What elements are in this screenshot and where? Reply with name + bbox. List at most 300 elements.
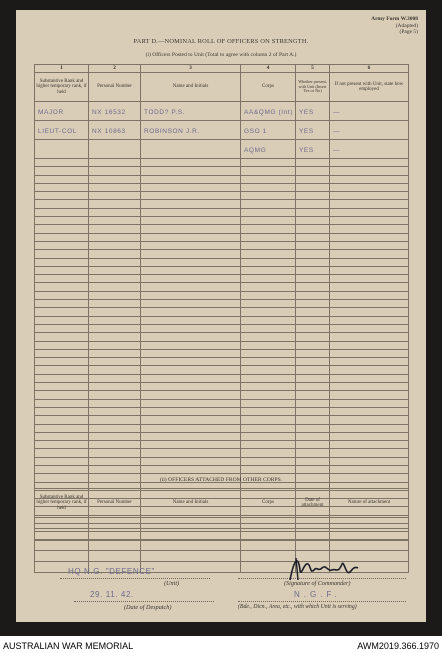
table-cell-name xyxy=(141,416,241,424)
table-cell-present xyxy=(296,167,330,175)
table-cell-number xyxy=(89,349,141,357)
table-cell-rank xyxy=(35,416,89,424)
table-row xyxy=(35,121,409,140)
table-cell-name xyxy=(141,432,241,440)
table-cell xyxy=(141,551,241,562)
table-cell-present xyxy=(296,391,330,399)
table-cell-employed xyxy=(330,465,409,473)
table-cell xyxy=(35,551,89,562)
commander-signature xyxy=(284,550,364,584)
table-row xyxy=(35,383,409,391)
table-cell-employed xyxy=(330,424,409,432)
header-date-attachment: Date of attachment xyxy=(296,489,330,518)
table-cell-number xyxy=(89,283,141,291)
table-cell-corps xyxy=(241,424,296,432)
table-cell-name xyxy=(141,159,241,167)
table-cell-employed xyxy=(330,258,409,266)
table-cell-number xyxy=(89,449,141,457)
table-cell-employed xyxy=(330,341,409,349)
table-cell-present xyxy=(296,250,330,258)
table-cell xyxy=(330,540,409,551)
table-cell-present xyxy=(296,183,330,191)
table-cell-present xyxy=(296,266,330,274)
header-personal-number: Personal Number xyxy=(89,73,141,102)
table-cell-corps xyxy=(241,140,296,159)
table-cell-name xyxy=(141,266,241,274)
table-cell-rank xyxy=(35,308,89,316)
table-cell-employed xyxy=(330,121,409,140)
table-row xyxy=(35,300,409,308)
table-cell-rank xyxy=(35,167,89,175)
table-cell-present xyxy=(296,399,330,407)
table-cell-name xyxy=(141,358,241,366)
table-cell-corps xyxy=(241,208,296,216)
adapted-note: (Adapted) xyxy=(395,22,418,29)
table-cell-corps xyxy=(241,225,296,233)
archive-footer xyxy=(0,636,442,653)
table-cell-number xyxy=(89,291,141,299)
table-cell xyxy=(89,540,141,551)
table-cell-employed xyxy=(330,225,409,233)
table-cell-corps xyxy=(241,159,296,167)
table-cell-name xyxy=(141,291,241,299)
table-cell-rank xyxy=(35,208,89,216)
table-cell-number xyxy=(89,465,141,473)
table-cell-corps xyxy=(241,399,296,407)
table-row xyxy=(35,183,409,191)
table-cell-name xyxy=(141,324,241,332)
table-cell-rank xyxy=(35,250,89,258)
table-row xyxy=(35,324,409,332)
table-cell-corps xyxy=(241,102,296,121)
table-cell-number xyxy=(89,159,141,167)
table-cell-rank xyxy=(35,233,89,241)
section2-title: (ii) OFFICERS ATTACHED FROM OTHER CORPS. xyxy=(159,477,283,483)
table-cell-employed xyxy=(330,457,409,465)
table-cell-number xyxy=(89,121,141,140)
table-cell-employed xyxy=(330,200,409,208)
handwritten-corps: GSO 1 xyxy=(244,128,267,135)
table-cell-employed xyxy=(330,140,409,159)
table-cell-corps xyxy=(241,391,296,399)
table-cell-corps xyxy=(241,366,296,374)
table-cell-rank xyxy=(35,241,89,249)
table-cell-number xyxy=(89,208,141,216)
table-cell-name xyxy=(141,341,241,349)
table-cell-name xyxy=(141,208,241,216)
table-cell-name xyxy=(141,217,241,225)
archive-name: AUSTRALIAN WAR MEMORIAL xyxy=(3,641,134,651)
table-cell-corps xyxy=(241,349,296,357)
column-number: 4 xyxy=(241,65,296,73)
table-cell-name xyxy=(141,316,241,324)
table-cell-corps xyxy=(241,121,296,140)
table-cell-corps xyxy=(241,383,296,391)
header-corps: Corps xyxy=(241,73,296,102)
table-cell-employed xyxy=(330,324,409,332)
table-cell-rank xyxy=(35,391,89,399)
table-cell-rank xyxy=(35,366,89,374)
handwritten-employed: — xyxy=(333,109,341,116)
table-cell-number xyxy=(89,399,141,407)
table-cell-present xyxy=(296,217,330,225)
table-cell-number xyxy=(89,432,141,440)
table-cell-present xyxy=(296,208,330,216)
table-cell xyxy=(330,529,409,540)
table-cell-number xyxy=(89,416,141,424)
header-name: Name and Initials xyxy=(141,489,241,518)
table-cell-name xyxy=(141,175,241,183)
table-cell-corps xyxy=(241,316,296,324)
table-cell-name xyxy=(141,300,241,308)
handwritten-present: YES xyxy=(299,147,314,154)
table-cell-corps xyxy=(241,175,296,183)
part-title: PART D.—NOMINAL ROLL OF OFFICERS ON STRENGTH. xyxy=(133,38,309,45)
table-cell-corps xyxy=(241,233,296,241)
table-cell-employed xyxy=(330,300,409,308)
table-cell xyxy=(330,518,409,529)
table-cell-present xyxy=(296,140,330,159)
table-cell-present xyxy=(296,308,330,316)
table-row xyxy=(35,374,409,382)
table-cell-present xyxy=(296,366,330,374)
table-cell-rank xyxy=(35,432,89,440)
table-cell-employed xyxy=(330,241,409,249)
table-cell-rank xyxy=(35,217,89,225)
handwritten-name: TODD? P.S. xyxy=(144,109,186,116)
header-rank: Substantive Rank and higher temporary rank, if held xyxy=(35,73,89,102)
table-cell-number xyxy=(89,192,141,200)
handwritten-present: YES xyxy=(299,128,314,135)
table-cell-employed xyxy=(330,399,409,407)
table-cell-employed xyxy=(330,159,409,167)
header-personal-number: Personal Number xyxy=(89,489,141,518)
table-cell-name xyxy=(141,441,241,449)
table-row xyxy=(35,424,409,432)
table-cell-number xyxy=(89,183,141,191)
table-cell-corps xyxy=(241,167,296,175)
table-cell-employed xyxy=(330,217,409,225)
area-line xyxy=(238,601,406,602)
table-cell-name xyxy=(141,391,241,399)
table-cell-employed xyxy=(330,366,409,374)
table-cell-corps xyxy=(241,449,296,457)
table-cell-number xyxy=(89,308,141,316)
table-row xyxy=(35,529,409,540)
table-cell-name xyxy=(141,140,241,159)
table-cell-corps xyxy=(241,324,296,332)
table-row xyxy=(35,283,409,291)
table-cell-rank xyxy=(35,140,89,159)
table-cell-corps xyxy=(241,300,296,308)
table-cell-rank xyxy=(35,374,89,382)
table-cell-number xyxy=(89,250,141,258)
table-cell-present xyxy=(296,159,330,167)
table-cell-number xyxy=(89,407,141,415)
table-cell-corps xyxy=(241,183,296,191)
table-cell-rank xyxy=(35,424,89,432)
header-employed: If not present with Unit, state how employed xyxy=(330,73,409,102)
table-cell-name xyxy=(141,465,241,473)
table-cell-rank xyxy=(35,300,89,308)
table-cell-name xyxy=(141,333,241,341)
table-cell-name xyxy=(141,258,241,266)
table-cell-rank xyxy=(35,407,89,415)
table-cell-name xyxy=(141,250,241,258)
table-cell-present xyxy=(296,121,330,140)
handwritten-rank: LIEUT-COL xyxy=(38,128,77,135)
table-row xyxy=(35,518,409,529)
table-cell-number xyxy=(89,258,141,266)
table-row xyxy=(35,358,409,366)
table-cell-number xyxy=(89,241,141,249)
table-cell xyxy=(141,540,241,551)
table-cell-rank xyxy=(35,275,89,283)
table-cell-corps xyxy=(241,416,296,424)
table-cell-number xyxy=(89,366,141,374)
table-cell-number xyxy=(89,316,141,324)
table-cell-present xyxy=(296,407,330,415)
area-value: N.G.F. xyxy=(294,590,341,599)
table-cell-employed xyxy=(330,383,409,391)
table-row xyxy=(35,175,409,183)
table-cell-present xyxy=(296,102,330,121)
table-cell-present xyxy=(296,175,330,183)
table-row xyxy=(35,233,409,241)
table-cell-name xyxy=(141,407,241,415)
table-cell-employed xyxy=(330,449,409,457)
table-cell-rank xyxy=(35,341,89,349)
table-cell-corps xyxy=(241,308,296,316)
table-cell-name xyxy=(141,233,241,241)
table-cell xyxy=(89,529,141,540)
table-cell xyxy=(141,518,241,529)
despatch-line xyxy=(74,601,214,602)
table-cell-employed xyxy=(330,266,409,274)
table-cell-rank xyxy=(35,175,89,183)
table-cell-present xyxy=(296,349,330,357)
table-cell-rank xyxy=(35,102,89,121)
table-cell-present xyxy=(296,424,330,432)
table-cell xyxy=(241,529,296,540)
table-cell-corps xyxy=(241,333,296,341)
table-cell-number xyxy=(89,275,141,283)
table-cell-corps xyxy=(241,341,296,349)
table-row xyxy=(35,200,409,208)
table-cell-number xyxy=(89,217,141,225)
table-cell-number xyxy=(89,324,141,332)
table-cell xyxy=(296,540,330,551)
header-name: Name and Initials xyxy=(141,73,241,102)
table-cell-employed xyxy=(330,441,409,449)
handwritten-corps: AA&QMG (Int) xyxy=(244,109,294,116)
table-cell-corps xyxy=(241,192,296,200)
table-cell-present xyxy=(296,275,330,283)
handwritten-number: NX 10863 xyxy=(92,128,126,135)
army-form-number: Army Form W.3008 xyxy=(371,16,418,22)
table-cell xyxy=(241,518,296,529)
table-cell-name xyxy=(141,183,241,191)
table-cell-present xyxy=(296,333,330,341)
table-cell-employed xyxy=(330,102,409,121)
table-cell-rank xyxy=(35,183,89,191)
table-cell-employed xyxy=(330,192,409,200)
column-number: 3 xyxy=(141,65,241,73)
table-cell xyxy=(296,518,330,529)
table-cell-corps xyxy=(241,457,296,465)
table-row xyxy=(35,441,409,449)
table-cell-corps xyxy=(241,241,296,249)
table-cell-employed xyxy=(330,291,409,299)
table-cell-employed xyxy=(330,275,409,283)
table-row xyxy=(35,250,409,258)
table-row xyxy=(35,540,409,551)
table-row xyxy=(35,225,409,233)
table-cell-number xyxy=(89,175,141,183)
table-cell-employed xyxy=(330,358,409,366)
table-cell-employed xyxy=(330,233,409,241)
table-row xyxy=(35,391,409,399)
table-cell-rank xyxy=(35,258,89,266)
table-cell-number xyxy=(89,233,141,241)
table-cell-number xyxy=(89,391,141,399)
table-cell-name xyxy=(141,374,241,382)
table-cell-present xyxy=(296,200,330,208)
header-nature-attachment: Nature of attachment xyxy=(330,489,409,518)
table-cell-present xyxy=(296,441,330,449)
handwritten-number: NX 16532 xyxy=(92,109,126,116)
table-cell-present xyxy=(296,449,330,457)
page-number: (Page 5) xyxy=(399,29,418,35)
table-row xyxy=(35,333,409,341)
table-cell-rank xyxy=(35,291,89,299)
table-cell-number xyxy=(89,200,141,208)
handwritten-present: YES xyxy=(299,109,314,116)
table-row xyxy=(35,316,409,324)
table-cell-name xyxy=(141,192,241,200)
table-cell-number xyxy=(89,225,141,233)
table-cell-present xyxy=(296,233,330,241)
column-number: 1 xyxy=(35,65,89,73)
table-cell-present xyxy=(296,300,330,308)
area-label: (Bde., Dicn., Area, etc., with which Unit is serving) xyxy=(238,604,357,610)
table-cell-employed xyxy=(330,250,409,258)
handwritten-rank: MAJOR xyxy=(38,109,64,116)
form-page xyxy=(16,10,426,622)
table-cell-rank xyxy=(35,121,89,140)
table-row xyxy=(35,258,409,266)
table-cell-rank xyxy=(35,316,89,324)
table-row xyxy=(35,275,409,283)
table-row xyxy=(35,407,409,415)
table-cell-corps xyxy=(241,358,296,366)
officers-posted-rows xyxy=(35,102,409,541)
table-cell-present xyxy=(296,416,330,424)
table-cell-employed xyxy=(330,283,409,291)
table-cell-rank xyxy=(35,465,89,473)
table-cell-present xyxy=(296,225,330,233)
unit-value: HQ N.G. "DEFENCE" xyxy=(68,567,155,576)
table-row xyxy=(35,291,409,299)
handwritten-employed: — xyxy=(333,128,341,135)
table-cell-rank xyxy=(35,441,89,449)
table-cell-corps xyxy=(241,407,296,415)
table-cell-present xyxy=(296,291,330,299)
table-cell-name xyxy=(141,349,241,357)
table-cell-corps xyxy=(241,200,296,208)
table-cell-employed xyxy=(330,349,409,357)
table-cell-number xyxy=(89,333,141,341)
unit-line xyxy=(60,578,210,579)
table-row xyxy=(35,241,409,249)
table-cell-corps xyxy=(241,374,296,382)
despatch-value: 29. 11. 42. xyxy=(90,590,134,599)
table-cell-present xyxy=(296,457,330,465)
table-cell-rank xyxy=(35,399,89,407)
table-cell-corps xyxy=(241,250,296,258)
table-cell xyxy=(296,529,330,540)
table-cell-name xyxy=(141,102,241,121)
table-cell xyxy=(89,551,141,562)
handwritten-employed: — xyxy=(333,147,341,154)
signature-label: (Signature of Commander) xyxy=(284,580,351,587)
table-cell-employed xyxy=(330,208,409,216)
table-cell-present xyxy=(296,258,330,266)
table-cell-employed xyxy=(330,183,409,191)
table-cell-corps xyxy=(241,283,296,291)
table-cell-number xyxy=(89,266,141,274)
table-cell-employed xyxy=(330,416,409,424)
archive-id: AWM2019.366.1970 xyxy=(357,641,439,651)
table-row xyxy=(35,217,409,225)
table-cell-present xyxy=(296,192,330,200)
officers-posted-table xyxy=(34,64,409,541)
table-cell-employed xyxy=(330,316,409,324)
handwritten-corps: AQMG xyxy=(244,147,267,154)
table-cell-present xyxy=(296,241,330,249)
table-cell-employed xyxy=(330,333,409,341)
table-cell-name xyxy=(141,241,241,249)
table-cell-name xyxy=(141,383,241,391)
table-cell xyxy=(35,540,89,551)
table-cell-number xyxy=(89,341,141,349)
table-cell-corps xyxy=(241,441,296,449)
section1-title: (i) Officers Posted to Unit (Total to agree with column 2 of Part A.) xyxy=(145,52,297,58)
table-cell-number xyxy=(89,102,141,121)
column-number: 6 xyxy=(330,65,409,73)
table-cell-name xyxy=(141,424,241,432)
table-cell-name xyxy=(141,366,241,374)
table-cell-corps xyxy=(241,275,296,283)
table-cell-name xyxy=(141,457,241,465)
table-cell xyxy=(241,540,296,551)
table-cell-name xyxy=(141,225,241,233)
table-cell-corps xyxy=(241,291,296,299)
header-rank: Substantive Rank and higher temporary rank, if held xyxy=(35,489,89,518)
table-cell-rank xyxy=(35,358,89,366)
table-cell-rank xyxy=(35,449,89,457)
table-row xyxy=(35,167,409,175)
table-cell-number xyxy=(89,140,141,159)
table-cell-name xyxy=(141,308,241,316)
table-row xyxy=(35,416,409,424)
table-cell-employed xyxy=(330,391,409,399)
column-number: 5 xyxy=(296,65,330,73)
table-row xyxy=(35,349,409,357)
header-corps: Corps xyxy=(241,489,296,518)
unit-label: (Unit) xyxy=(164,580,180,587)
table-cell-number xyxy=(89,374,141,382)
